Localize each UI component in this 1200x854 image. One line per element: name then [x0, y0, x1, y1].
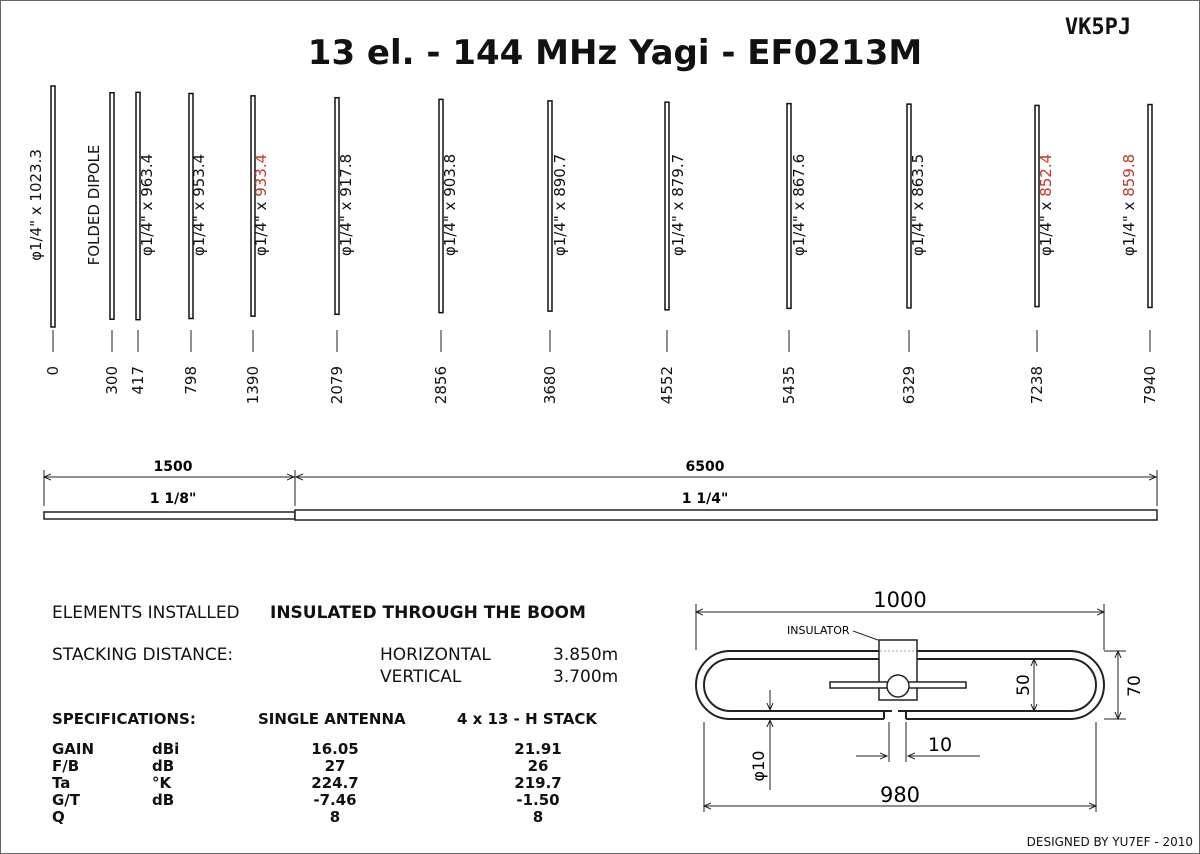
element-3: [182, 93, 208, 394]
boom-seg2-diameter: 1 1/4": [681, 491, 729, 507]
element-label: FOLDED DIPOLE: [85, 144, 103, 266]
boom-seg2-length: 6500: [685, 459, 725, 475]
element-11: [1028, 105, 1055, 404]
callsign: VK5PJ: [1064, 15, 1132, 40]
element-2: [129, 92, 156, 394]
gap-width: 10: [927, 734, 953, 756]
element-position: 0: [44, 366, 62, 376]
spec-unit: dB: [152, 791, 175, 809]
spec-row: [52, 774, 562, 792]
element-position: 300: [103, 366, 121, 395]
installed-label: ELEMENTS INSTALLED: [52, 603, 240, 623]
element-9: [780, 104, 808, 405]
dipole-span: 980: [879, 783, 921, 807]
element-label: φ1/4" x 953.4: [190, 153, 208, 257]
element-0: [27, 86, 62, 376]
spec-unit: °K: [152, 774, 172, 792]
spec-row: [52, 757, 548, 775]
spec-name: Q: [52, 808, 65, 826]
boom-circle: [887, 675, 909, 697]
element-position: 7238: [1028, 366, 1046, 405]
spec-stack: -1.50: [516, 791, 560, 809]
specs-col-stack: 4 x 13 - H STACK: [457, 710, 597, 728]
rod-diameter: φ10: [749, 750, 768, 782]
element-label: φ1/4" x 859.8: [1120, 153, 1138, 257]
element-rod: [1148, 105, 1152, 308]
spec-stack: 26: [527, 757, 549, 775]
folded-dipole-detail: [696, 588, 1145, 812]
element-label: φ1/4" x 867.6: [790, 153, 808, 257]
spec-stack: 219.7: [514, 774, 562, 792]
spec-row: [52, 791, 560, 809]
spec-row: [52, 808, 543, 826]
element-position: 3680: [541, 366, 559, 405]
diagram-title: 13 el. - 144 MHz Yagi - EF0213M: [307, 33, 923, 73]
specs-table: [52, 740, 562, 826]
stacking-label: STACKING DISTANCE:: [52, 645, 234, 665]
spec-name: F/B: [52, 757, 80, 775]
element-position: 2856: [432, 366, 450, 405]
designer-credit: DESIGNED BY YU7EF - 2010: [1026, 835, 1193, 849]
horizontal-label: HORIZONTAL: [380, 645, 491, 665]
element-1: [85, 93, 121, 395]
spec-unit: dB: [152, 757, 175, 775]
element-position: 798: [182, 366, 200, 395]
element-position: 4552: [658, 366, 676, 405]
element-5: [328, 98, 355, 404]
element-position: 5435: [780, 366, 798, 405]
element-label: φ1/4" x 963.4: [138, 153, 156, 257]
spec-unit: dBi: [152, 740, 180, 758]
element-label: φ1/4" x 917.8: [337, 153, 355, 257]
spec-name: Ta: [52, 774, 71, 792]
element-position: 6329: [900, 366, 918, 405]
element-6: [432, 99, 459, 404]
spec-name: GAIN: [52, 740, 95, 758]
element-8: [658, 102, 687, 404]
element-10: [900, 104, 927, 404]
specs-col-single: SINGLE ANTENNA: [258, 710, 406, 728]
element-position: 1390: [244, 366, 262, 405]
boom-seg1-length: 1500: [153, 459, 193, 475]
element-label: φ1/4" x 903.8: [441, 153, 459, 257]
dipole-inner-height: 50: [1014, 674, 1034, 696]
spec-stack: 21.91: [514, 740, 562, 758]
boom-seg2: [295, 510, 1157, 520]
spec-name: G/T: [52, 791, 81, 809]
element-position: 2079: [328, 366, 346, 405]
dipole-overall-length: 1000: [873, 588, 927, 612]
element-label: φ1/4" x 863.5: [909, 153, 927, 257]
horizontal-value: 3.850m: [553, 645, 619, 665]
element-7: [541, 101, 569, 404]
element-label: φ1/4" x 852.4: [1037, 153, 1055, 257]
element-label: φ1/4" x 879.7: [669, 153, 687, 257]
boom-seg1: [44, 512, 295, 519]
spec-single: 27: [324, 757, 346, 775]
element-4: [244, 96, 270, 404]
spec-single: -7.46: [313, 791, 357, 809]
elements-layer: [27, 86, 1159, 404]
element-label: φ1/4" x 933.4: [252, 153, 270, 257]
element-position: 7940: [1141, 366, 1159, 405]
element-rod: [51, 86, 55, 327]
spec-single: 16.05: [311, 740, 359, 758]
element-label: φ1/4" x 1023.3: [27, 149, 45, 261]
element-rod: [110, 93, 114, 320]
vertical-value: 3.700m: [553, 667, 619, 687]
installed-value: INSULATED THROUGH THE BOOM: [270, 603, 586, 623]
vertical-label: VERTICAL: [380, 667, 462, 687]
spec-row: [52, 740, 562, 758]
spec-single: 8: [329, 808, 341, 826]
dipole-height: 70: [1125, 675, 1145, 697]
insulator-label: INSULATOR: [787, 624, 850, 637]
specs-title: SPECIFICATIONS:: [52, 710, 196, 728]
element-position: 417: [129, 366, 147, 395]
element-12: [1120, 105, 1159, 405]
boom-seg1-diameter: 1 1/8": [149, 491, 197, 507]
element-label: φ1/4" x 890.7: [551, 153, 569, 257]
spec-stack: 8: [532, 808, 544, 826]
spec-single: 224.7: [311, 774, 359, 792]
